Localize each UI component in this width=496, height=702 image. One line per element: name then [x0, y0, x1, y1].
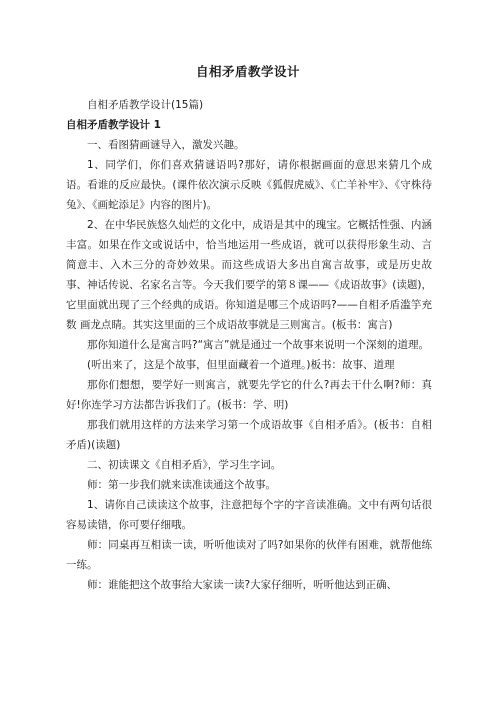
document-body	[66, 95, 432, 595]
paragraph: 师：同桌再互相读一读，听听他读对了吗?如果你的伙伴有困难，就帮他练一练。	[66, 539, 432, 571]
paragraph: 1、请你自己读读这个故事，注意把每个字的字音读准确。文中有两句话很容易读错，你可要仔细哦。	[66, 499, 432, 531]
paragraph: 1、同学们，你们喜欢猜谜语吗?那好，请你根据画面的意思来猜几个成语。看谁的反应最快。(课件依次演示反映《狐假虎威》、《亡羊补牢》、《守株待兔》、《画蛇添足》内容的图片)。	[66, 159, 432, 211]
paragraph: 那我们就用这样的方法来学习第一个成语故事《自相矛盾》。(板书：自相矛盾)(读题)	[66, 419, 432, 451]
paragraph: 二、初读课文《自相矛盾》，学习生字词。	[87, 459, 282, 471]
paragraph: 师：谁能把这个故事给大家读一读?大家仔细听，听听他达到正确、	[87, 579, 398, 591]
paragraph: 一、看图猜画谜导入，激发兴趣。	[87, 139, 245, 151]
paragraph: 师：第一步我们就来读准读通这个故事。	[87, 479, 276, 491]
paragraph: 那你们想想，要学好一则寓言，就要先学它的什么?再去干什么啊?师：真好!你连学习方法都告诉我们了。(板书：学、明)	[66, 379, 432, 411]
paragraph: (听出来了，这是个故事，但里面藏着一个道理。)板书：故事、道理	[87, 359, 395, 371]
paragraph: 自相矛盾教学设计(15篇)	[87, 99, 204, 111]
paragraph: 那你知道什么是寓言吗?“寓言”就是通过一个故事来说明一个深刻的道理。	[87, 339, 429, 351]
document-title: 自相矛盾教学设计	[195, 64, 300, 79]
paragraph: 自相矛盾教学设计 1	[66, 119, 161, 131]
paragraph: 2、在中华民族悠久灿烂的文化中，成语是其中的瑰宝。它概括性强、内涵丰富。如果在作文或说话中，恰当地运用一些成语，就可以获得形象生动、言简意丰、入木三分的奇妙效果。而这些成语大多出自寓言故事，或是历史故事、神话传说、名家名言等。今天我们要学的第８课——《成语故事》(读题)，它里面就出现了三个经典的成语。你知道是哪三个成语吗?——自相矛盾滥竽充数 画龙点睛。其实这里面的三个成语故事就是三则寓言。(板书：寓言)	[66, 219, 432, 331]
